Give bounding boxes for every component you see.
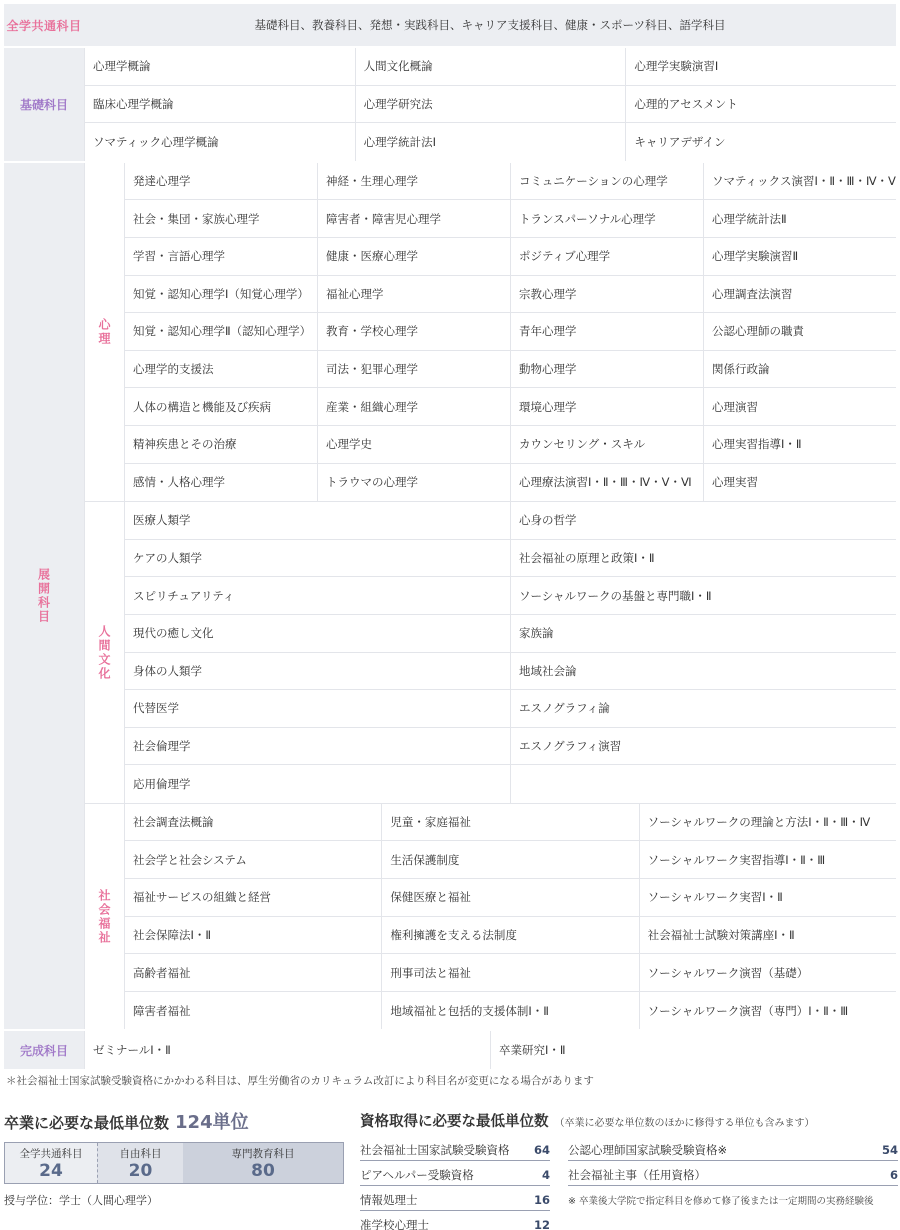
qualification-item <box>360 1139 550 1161</box>
course-cell: 知覚・認知心理学Ⅰ（知覚心理学） <box>124 276 317 313</box>
completion-row <box>84 1031 896 1069</box>
course-cell: 生活保護制度 <box>381 841 638 878</box>
course-cell: ソーシャルワークの基盤と専門職Ⅰ・Ⅱ <box>510 577 896 614</box>
course-row <box>124 200 896 238</box>
course-row <box>84 48 896 86</box>
course-row <box>84 86 896 124</box>
course-cell: ケアの人類学 <box>124 540 510 577</box>
course-row <box>124 954 896 992</box>
common-row <box>4 4 896 46</box>
completion-label: 完成科目 <box>4 1031 84 1069</box>
graduation-summary <box>4 1108 344 1208</box>
course-row <box>124 728 896 766</box>
course-row <box>124 804 896 842</box>
course-cell: 関係行政論 <box>703 351 896 388</box>
course-row <box>124 426 896 464</box>
credit-breakdown <box>4 1142 344 1184</box>
curriculum-table <box>4 4 896 1069</box>
course-cell: 産業・組織心理学 <box>317 388 510 425</box>
footnote-curriculum: ＊社会福祉士国家試験受験資格にかかわる科目は、厚生労働省のカリキュラム改訂により科目名が変更になる場合があります <box>6 1075 594 1087</box>
credit-box-label: 専門教育科目 <box>231 1147 295 1160</box>
psych-cells <box>124 163 896 501</box>
course-cell: エスノグラフィ演習 <box>510 728 896 765</box>
course-cell: 人体の構造と機能及び疾病 <box>124 388 317 425</box>
welfare-cells <box>124 804 896 1030</box>
course-cell: 刑事司法と福祉 <box>381 954 638 991</box>
course-cell: 心身の哲学 <box>510 502 896 539</box>
course-cell: 応用倫理学 <box>124 765 510 803</box>
course-row <box>124 992 896 1030</box>
graduation-title: 卒業に必要な最低単位数 <box>4 1114 170 1132</box>
course-cell: 保健医療と福祉 <box>381 879 638 916</box>
qualification-list-left <box>360 1139 550 1230</box>
course-cell: 感情・人格心理学 <box>124 464 317 502</box>
credit-box-common <box>5 1143 97 1183</box>
course-cell: 動物心理学 <box>510 351 703 388</box>
credit-box-label: 自由科目 <box>119 1147 162 1160</box>
course-cell: ソーシャルワーク実習指導Ⅰ・Ⅱ・Ⅲ <box>639 841 896 878</box>
course-cell: 福祉心理学 <box>317 276 510 313</box>
culture-group <box>84 501 896 803</box>
course-row <box>124 276 896 314</box>
course-cell: 身体の人類学 <box>124 653 510 690</box>
qualification-credits: 6 <box>889 1167 898 1182</box>
course-cell: 障害者・障害児心理学 <box>317 200 510 237</box>
course-cell: 精神疾患とその治療 <box>124 426 317 463</box>
course-row <box>124 765 896 803</box>
basic-section <box>4 46 896 161</box>
course-cell: 医療人類学 <box>124 502 510 539</box>
psych-label: 心理 <box>84 163 124 501</box>
course-cell: 心理学的支援法 <box>124 351 317 388</box>
qualification-name: 准学校心理士 <box>360 1217 429 1230</box>
qualification-credits: 4 <box>541 1167 550 1182</box>
course-cell: ソマティック心理学概論 <box>84 123 355 161</box>
course-cell: コミュニケーションの心理学 <box>510 163 703 200</box>
culture-cells <box>124 502 896 803</box>
course-cell: 心理学実験演習Ⅰ <box>625 48 896 85</box>
course-row <box>124 238 896 276</box>
course-row <box>124 917 896 955</box>
course-row <box>124 388 896 426</box>
course-cell: 心理実習指導Ⅰ・Ⅱ <box>703 426 896 463</box>
course-cell: 社会倫理学 <box>124 728 510 765</box>
course-cell: ポジティブ心理学 <box>510 238 703 275</box>
qualification-item <box>360 1214 550 1230</box>
qualification-name: 情報処理士 <box>360 1192 418 1207</box>
course-cell: 心理的アセスメント <box>625 86 896 123</box>
course-cell: 心理演習 <box>703 388 896 425</box>
course-cell: キャリアデザイン <box>625 123 896 161</box>
course-cell: 青年心理学 <box>510 313 703 350</box>
qualification-item <box>360 1189 550 1211</box>
course-cell: 神経・生理心理学 <box>317 163 510 200</box>
course-cell: 社会調査法概論 <box>124 804 381 841</box>
course-cell: 司法・犯罪心理学 <box>317 351 510 388</box>
course-cell: ソーシャルワーク演習（基礎） <box>639 954 896 991</box>
credit-box-free <box>97 1143 183 1183</box>
course-row <box>124 540 896 578</box>
course-cell: 社会学と社会システム <box>124 841 381 878</box>
course-cell: 卒業研究Ⅰ・Ⅱ <box>490 1031 896 1069</box>
common-text: 基礎科目、教養科目、発想・実践科目、キャリア支援科目、健康・スポーツ科目、語学科目 <box>254 18 726 32</box>
course-cell: トランスパーソナル心理学 <box>510 200 703 237</box>
course-cell: 臨床心理学概論 <box>84 86 355 123</box>
qualification-item <box>568 1164 898 1186</box>
course-cell: 地域福祉と包括的支援体制Ⅰ・Ⅱ <box>381 992 638 1030</box>
course-cell: 福祉サービスの組織と経営 <box>124 879 381 916</box>
course-cell: 社会保障法Ⅰ・Ⅱ <box>124 917 381 954</box>
course-cell: ソーシャルワーク実習Ⅰ・Ⅱ <box>639 879 896 916</box>
qualification-item <box>360 1164 550 1186</box>
culture-label: 人間文化 <box>84 502 124 803</box>
qualification-name: ピアヘルパー受験資格 <box>360 1167 474 1182</box>
basic-label: 基礎科目 <box>4 48 84 161</box>
course-row <box>84 123 896 161</box>
course-cell: 公認心理師の職責 <box>703 313 896 350</box>
course-row <box>124 653 896 691</box>
course-cell: 健康・医療心理学 <box>317 238 510 275</box>
course-row <box>124 690 896 728</box>
qualification-item <box>568 1139 898 1161</box>
course-row <box>124 577 896 615</box>
course-cell: 心理学実験演習Ⅱ <box>703 238 896 275</box>
welfare-group <box>84 803 896 1030</box>
course-cell: 社会福祉士試験対策講座Ⅰ・Ⅱ <box>639 917 896 954</box>
course-cell: ソマティックス演習Ⅰ・Ⅱ・Ⅲ・Ⅳ・Ⅴ <box>703 163 896 200</box>
common-label: 全学共通科目 <box>6 18 82 33</box>
qualification-name: 社会福祉主事（任用資格） <box>568 1167 706 1182</box>
credit-box-major <box>183 1143 343 1183</box>
course-cell: 社会福祉の原理と政策Ⅰ・Ⅱ <box>510 540 896 577</box>
course-row <box>124 351 896 389</box>
course-row <box>124 502 896 540</box>
course-cell: 環境心理学 <box>510 388 703 425</box>
course-cell: 学習・言語心理学 <box>124 238 317 275</box>
course-row <box>124 464 896 502</box>
completion-section <box>4 1029 896 1069</box>
course-cell: 教育・学校心理学 <box>317 313 510 350</box>
course-cell: エスノグラフィ論 <box>510 690 896 727</box>
course-cell: 発達心理学 <box>124 163 317 200</box>
qualification-summary <box>360 1110 898 1230</box>
qualification-credits: 54 <box>881 1142 898 1157</box>
course-cell: 心理学概論 <box>84 48 355 85</box>
course-cell: 家族論 <box>510 615 896 652</box>
basic-cells <box>84 48 896 161</box>
course-row <box>124 313 896 351</box>
course-cell: カウンセリング・スキル <box>510 426 703 463</box>
course-row <box>124 841 896 879</box>
course-cell: 心理療法演習Ⅰ・Ⅱ・Ⅲ・Ⅳ・Ⅴ・Ⅵ <box>510 464 703 502</box>
qualification-title: 資格取得に必要な最低単位数 <box>360 1114 549 1130</box>
course-cell: ゼミナールⅠ・Ⅱ <box>84 1031 490 1069</box>
course-row <box>124 879 896 917</box>
advanced-section <box>4 161 896 1030</box>
credit-box-value: 80 <box>251 1160 275 1181</box>
welfare-label: 社会福祉 <box>84 804 124 1030</box>
course-cell: 権利擁護を支える法制度 <box>381 917 638 954</box>
course-cell: 心理学研究法 <box>355 86 626 123</box>
qualification-subtitle: （卒業に必要な単位数のほかに修得する単位も含みます） <box>554 1118 815 1129</box>
course-cell: 児童・家庭福祉 <box>381 804 638 841</box>
degree-text: 授与学位：学士（人間心理学） <box>4 1194 158 1207</box>
qualification-credits: 12 <box>533 1217 550 1230</box>
course-cell: 宗教心理学 <box>510 276 703 313</box>
course-cell: 心理調査法演習 <box>703 276 896 313</box>
course-cell: 高齢者福祉 <box>124 954 381 991</box>
course-cell: 現代の癒し文化 <box>124 615 510 652</box>
course-cell <box>510 765 896 803</box>
credit-box-label: 全学共通科目 <box>19 1147 83 1160</box>
course-row <box>124 615 896 653</box>
course-cell: 地域社会論 <box>510 653 896 690</box>
course-cell: 人間文化概論 <box>355 48 626 85</box>
qualification-credits: 16 <box>533 1192 550 1207</box>
credit-box-value: 24 <box>39 1160 63 1181</box>
course-cell: ソーシャルワークの理論と方法Ⅰ・Ⅱ・Ⅲ・Ⅳ <box>639 804 896 841</box>
course-cell: 代替医学 <box>124 690 510 727</box>
course-cell: スピリチュアリティ <box>124 577 510 614</box>
qualification-credits: 64 <box>533 1142 550 1157</box>
qualification-name: 社会福祉士国家試験受験資格 <box>360 1142 510 1157</box>
course-cell: 心理学統計法Ⅰ <box>355 123 626 161</box>
advanced-label: 展開科目 <box>4 163 84 1030</box>
psych-group <box>84 163 896 501</box>
course-cell: 心理学史 <box>317 426 510 463</box>
course-cell: 社会・集団・家族心理学 <box>124 200 317 237</box>
qualification-list-right <box>568 1139 898 1189</box>
course-cell: 知覚・認知心理学Ⅱ（認知心理学） <box>124 313 317 350</box>
course-cell: トラウマの心理学 <box>317 464 510 502</box>
course-row <box>124 163 896 201</box>
course-cell: 心理学統計法Ⅱ <box>703 200 896 237</box>
credit-box-value: 20 <box>128 1160 153 1181</box>
course-cell: 障害者福祉 <box>124 992 381 1030</box>
qualification-footnote: ※ 卒業後大学院で指定科目を修めて修了後または一定期間の実務経験後 <box>568 1196 874 1207</box>
course-cell: ソーシャルワーク演習（専門）Ⅰ・Ⅱ・Ⅲ <box>639 992 896 1030</box>
course-cell: 心理実習 <box>703 464 896 502</box>
qualification-name: 公認心理師国家試験受験資格※ <box>568 1142 728 1157</box>
graduation-total: 124単位 <box>175 1112 249 1133</box>
